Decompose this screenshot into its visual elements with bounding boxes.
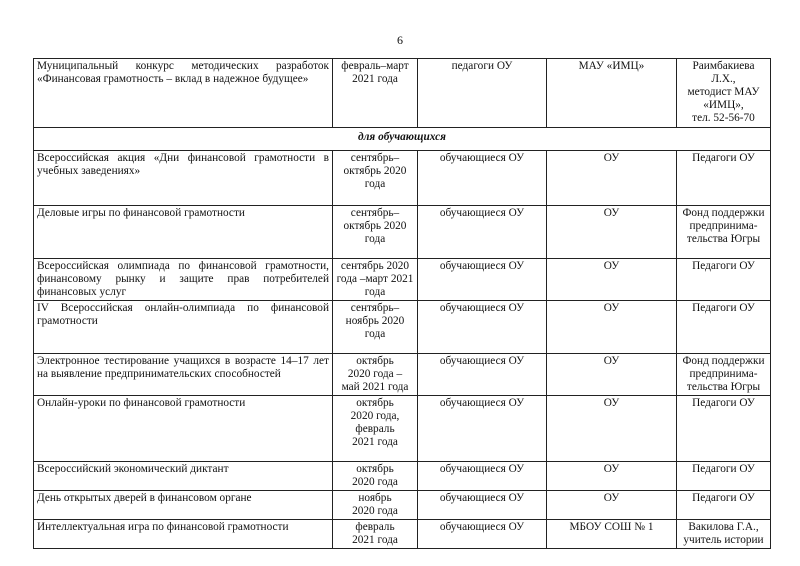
section-heading: для обучающихся: [34, 128, 771, 151]
date-cell: сентябрь– октябрь 2020 года: [333, 151, 418, 206]
section-row: [34, 128, 771, 151]
place-cell: ОУ: [547, 354, 677, 396]
date-cell: февраль–март 2021 года: [333, 59, 418, 128]
event-cell: Деловые игры по финансовой грамотности: [34, 206, 333, 259]
table-row: [34, 396, 771, 462]
date-cell: ноябрь 2020 года: [333, 491, 418, 520]
responsible-cell: Раимбакиева Л.Х., методист МАУ «ИМЦ», тел. 52-56-70: [677, 59, 771, 128]
table-row: [34, 354, 771, 396]
participants-cell: обучающиеся ОУ: [418, 520, 547, 549]
responsible-cell: Педагоги ОУ: [677, 396, 771, 462]
date-cell: октябрь 2020 года – май 2021 года: [333, 354, 418, 396]
event-cell: День открытых дверей в финансовом органе: [34, 491, 333, 520]
place-cell: ОУ: [547, 259, 677, 301]
table-row: [34, 259, 771, 301]
table-row: [34, 151, 771, 206]
participants-cell: обучающиеся ОУ: [418, 354, 547, 396]
participants-cell: обучающиеся ОУ: [418, 491, 547, 520]
participants-cell: обучающиеся ОУ: [418, 301, 547, 354]
participants-cell: обучающиеся ОУ: [418, 206, 547, 259]
table-row: [34, 206, 771, 259]
responsible-cell: Педагоги ОУ: [677, 491, 771, 520]
table-row: [34, 301, 771, 354]
responsible-cell: Педагоги ОУ: [677, 462, 771, 491]
event-cell: Всероссийская олимпиада по финансовой грамотности, финансовому рынку и защите прав потребителей финансовых услуг: [34, 259, 333, 301]
date-cell: февраль 2021 года: [333, 520, 418, 549]
event-cell: Интеллектуальная игра по финансовой грамотности: [34, 520, 333, 549]
event-cell: Электронное тестирование учащихся в возрасте 14–17 лет на выявление предпринимательских способностей: [34, 354, 333, 396]
table-row: [34, 491, 771, 520]
responsible-cell: Вакилова Г.А., учитель истории: [677, 520, 771, 549]
date-cell: сентябрь 2020 года –март 2021 года: [333, 259, 418, 301]
event-cell: Муниципальный конкурс методических разработок «Финансовая грамотность – вклад в надежное будущее»: [34, 59, 333, 128]
responsible-cell: Фонд поддержки предпринима- тельства Югры: [677, 206, 771, 259]
event-cell: Всероссийская акция «Дни финансовой грамотности в учебных заведениях»: [34, 151, 333, 206]
date-cell: октябрь 2020 года: [333, 462, 418, 491]
place-cell: ОУ: [547, 206, 677, 259]
date-cell: сентябрь– ноябрь 2020 года: [333, 301, 418, 354]
responsible-cell: Педагоги ОУ: [677, 301, 771, 354]
participants-cell: педагоги ОУ: [418, 59, 547, 128]
event-cell: IV Всероссийская онлайн-олимпиада по финансовой грамотности: [34, 301, 333, 354]
participants-cell: обучающиеся ОУ: [418, 151, 547, 206]
participants-cell: обучающиеся ОУ: [418, 462, 547, 491]
event-cell: Онлайн-уроки по финансовой грамотности: [34, 396, 333, 462]
place-cell: ОУ: [547, 396, 677, 462]
participants-cell: обучающиеся ОУ: [418, 396, 547, 462]
participants-cell: обучающиеся ОУ: [418, 259, 547, 301]
table-row: [34, 520, 771, 549]
place-cell: МБОУ СОШ № 1: [547, 520, 677, 549]
responsible-cell: Педагоги ОУ: [677, 151, 771, 206]
place-cell: ОУ: [547, 491, 677, 520]
place-cell: ОУ: [547, 301, 677, 354]
table-row: [34, 462, 771, 491]
place-cell: ОУ: [547, 151, 677, 206]
place-cell: МАУ «ИМЦ»: [547, 59, 677, 128]
place-cell: ОУ: [547, 462, 677, 491]
page-number: 6: [397, 33, 403, 47]
responsible-cell: Педагоги ОУ: [677, 259, 771, 301]
event-cell: Всероссийский экономический диктант: [34, 462, 333, 491]
date-cell: октябрь 2020 года, февраль 2021 года: [333, 396, 418, 462]
responsible-cell: Фонд поддержки предпринима- тельства Югры: [677, 354, 771, 396]
table-row: [34, 59, 771, 128]
events-table: [33, 58, 771, 549]
date-cell: сентябрь– октябрь 2020 года: [333, 206, 418, 259]
